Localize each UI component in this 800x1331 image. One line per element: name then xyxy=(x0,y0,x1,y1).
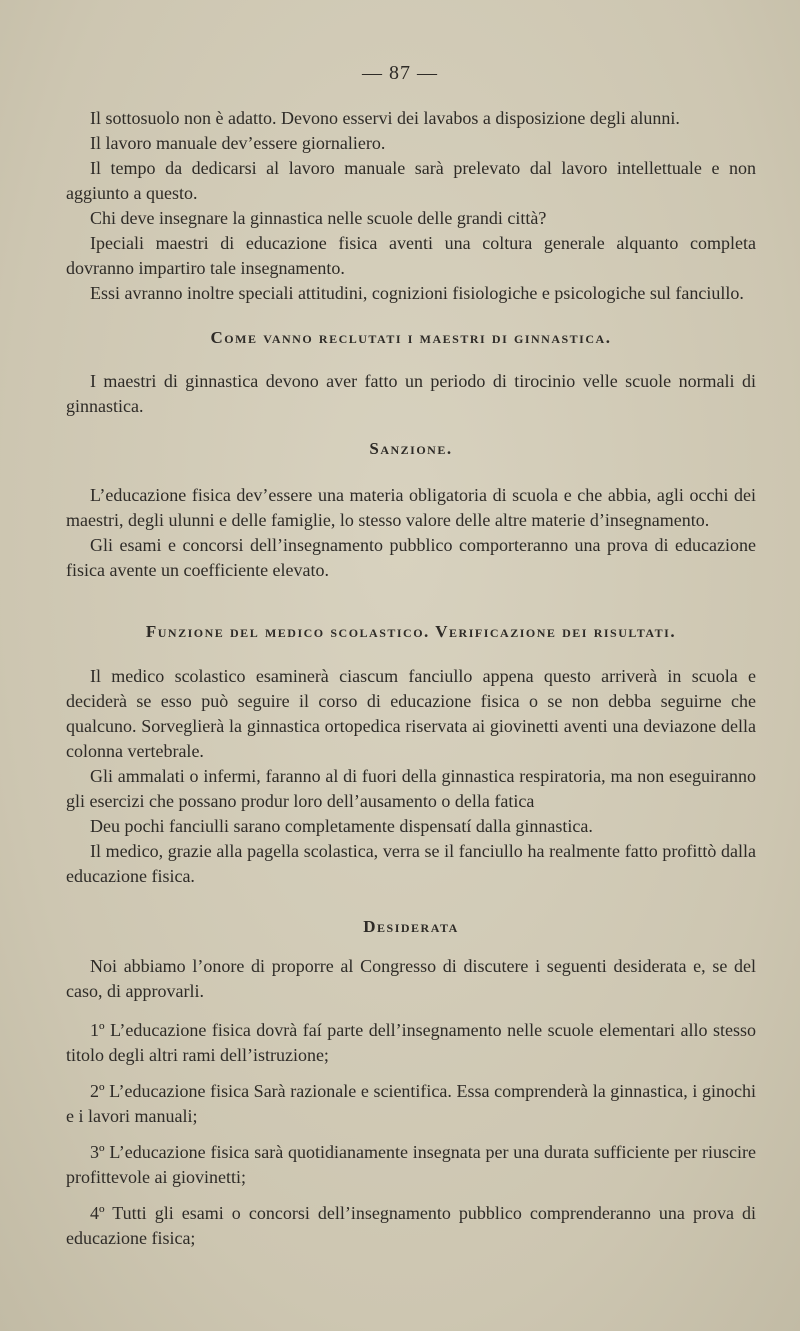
section-heading: Funzione del medico scolastico. Verificazione dei risultati. xyxy=(145,622,677,641)
list-item: 2º L’educazione fisica Sarà razionale e scientifica. Essa comprenderà la ginnastica, i ginochi e i lavori manuali; xyxy=(66,1081,756,1126)
paragraph: Ipeciali maestri di educazione fisica aventi una coltura generale alquanto completa dovranno impartiro tale insegnamento. xyxy=(66,233,756,278)
list-item: 3º L’educazione fisica sarà quotidianamente insegnata per una durata sufficiente per riuscire profittevole ai giovinetti; xyxy=(66,1142,756,1187)
paragraph: Il lavoro manuale dev’essere giornaliero. xyxy=(90,133,386,153)
paragraph: Il tempo da dedicarsi al lavoro manuale sarà prelevato dal lavoro intellettuale e non aggiunto a questo. xyxy=(66,158,756,203)
paragraph: Chi deve insegnare la ginnastica nelle scuole delle grandi città? xyxy=(90,208,547,228)
section-heading: Sanzione. xyxy=(369,439,453,458)
list-item: 1º L’educazione fisica dovrà faí parte dell’insegnamento nelle scuole elementari allo stesso titolo degli altri rami dell’istruzione; xyxy=(66,1020,756,1065)
list-item: 4º Tutti gli esami o concorsi dell’insegnamento pubblico comprenderanno una prova di educazione fisica; xyxy=(66,1203,756,1248)
paragraph: Il sottosuolo non è adatto. Devono esservi dei lavabos a disposizione degli alunni. xyxy=(90,108,680,128)
paragraph: Noi abbiamo l’onore di proporre al Congresso di discutere i seguenti desiderata e, se del caso, di approvarli. xyxy=(66,956,756,1001)
paragraph: Deu pochi fanciulli sarano completamente dispensatí dalla ginnastica. xyxy=(90,816,593,836)
paragraph: Gli ammalati o infermi, faranno al di fuori della ginnastica respiratoria, ma non eseguiranno gli esercizi che possano produr loro dell’ausamento o della fatica xyxy=(66,766,756,811)
paragraph: Il medico, grazie alla pagella scolastica, verra se il fanciullo ha realmente fatto profittò dalla educazione fisica. xyxy=(66,841,756,886)
paragraph: Il medico scolastico esaminerà ciascum fanciullo appena questo arriverà in scuola e deciderà se esso può seguire il corso di educazione fisica o se non debba seguirne che qualcuno. Sorveglierà la ginnastica ortopedica riservata ai giovinetti aventi una deviazone della colonna vertebrale. xyxy=(66,666,756,761)
page-number: — 87 — xyxy=(362,62,438,84)
paragraph: L’educazione fisica dev’essere una materia obligatoria di scuola e che abbia, agli occhi dei maestri, degli ulunni e delle famiglie, lo stesso valore delle altre materie d’insegnamento. xyxy=(66,485,756,530)
paragraph: Gli esami e concorsi dell’insegnamento pubblico comporteranno una prova di educazione fisica avente un coefficiente elevato. xyxy=(66,535,756,580)
section-heading: Come vanno reclutati i maestri di ginnastica. xyxy=(210,328,612,347)
paragraph: I maestri di ginnastica devono aver fatto un periodo di tirocinio velle scuole normali di ginnastica. xyxy=(66,371,756,416)
paragraph: Essi avranno inoltre speciali attitudini, cognizioni fisiologiche e psicologiche sul fanciullo. xyxy=(90,283,744,303)
section-heading: Desiderata xyxy=(363,917,459,936)
page-body xyxy=(66,106,756,1251)
